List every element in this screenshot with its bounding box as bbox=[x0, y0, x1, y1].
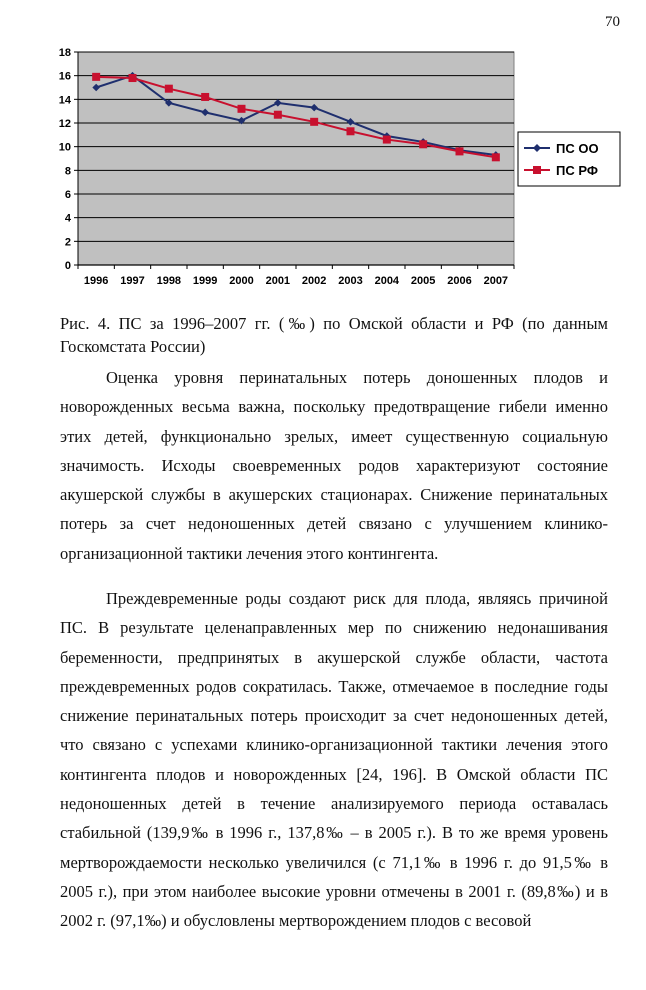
y-tick-label: 14 bbox=[58, 94, 71, 107]
x-tick-label: 1996 bbox=[83, 275, 109, 287]
x-tick-label: 2007 bbox=[483, 275, 509, 287]
y-tick-label: 12 bbox=[58, 118, 71, 130]
x-tick-label: 1997 bbox=[120, 275, 145, 287]
paragraph-preterm-births: Преждевременные роды создают риск для плода, являясь причиной ПС. В результате целенаправленных мер по снижению недонашивания беременности, предпринятых в акушерской службе области, частота преждевременных родов сократилась. Также, отмечаемое в последние годы снижение перинатальных потерь происходит за счет недоношенных детей, что связано с успехами клинико-организационной тактики лечения этого контингента плодов и новорожденных [24, 196]. В Омской области ПС недоношенных детей в течение анализируемого периода оставалась стабильной (139,9‰ в 1996 г., 137,8‰ – в 2005 г.). В то же время уровень мертворождаемости несколько увеличился (с 71,1‰ в 1996 г. до 91,5‰ в 2005 г.), при этом наиболее высокие уровни отмечены в 2001 г. (89,8‰) и в 2002 г. (97,1‰) и обусловлены мертворождением плодов с весовой bbox=[60, 589, 608, 931]
x-tick-label: 2000 bbox=[229, 275, 254, 287]
y-tick-label: 10 bbox=[58, 141, 71, 154]
data-point-square bbox=[419, 140, 427, 148]
data-point-square bbox=[201, 93, 209, 101]
line-chart-svg bbox=[36, 40, 626, 298]
data-point-square bbox=[383, 136, 391, 144]
data-point-square bbox=[129, 74, 137, 82]
paragraph-full-term-losses: Оценка уровня перинатальных потерь доношенных плодов и новорожденных весьма важна, поскольку предотвращение гибели именно этих детей, функционально зрелых, имеет существенную социальную значимость. Исходы своевременных родов характеризуют состояние акушерской службы в акушерских стационарах. Снижение перинатальных потерь за счет недоношенных детей связано с улучшением клинико-организационной тактики лечения этого контингента. bbox=[60, 368, 608, 563]
y-tick-label: 18 bbox=[58, 47, 71, 59]
x-tick-label: 2003 bbox=[338, 275, 363, 287]
y-tick-label: 16 bbox=[58, 70, 71, 83]
y-tick-label: 4 bbox=[64, 212, 71, 225]
perinatal-mortality-chart bbox=[36, 40, 626, 298]
page-number: 70 bbox=[605, 14, 620, 30]
data-point-square bbox=[238, 105, 246, 113]
x-tick-label: 2006 bbox=[447, 275, 472, 287]
x-tick-label: 2004 bbox=[374, 275, 400, 287]
y-tick-label: 6 bbox=[64, 189, 71, 201]
legend-marker-square bbox=[533, 166, 541, 174]
y-tick-label: 8 bbox=[64, 165, 71, 178]
x-tick-label: 2002 bbox=[301, 275, 327, 287]
x-tick-label: 1998 bbox=[156, 275, 182, 287]
figure-caption: Рис. 4. ПС за 1996–2007 гг. (‰) по Омской области и РФ (по данным Госкомстата России) bbox=[60, 314, 608, 356]
data-point-square bbox=[456, 147, 464, 155]
data-point-square bbox=[347, 127, 355, 135]
legend-label: ПС ОО bbox=[556, 141, 599, 156]
data-point-square bbox=[92, 73, 100, 81]
legend-label: ПС РФ bbox=[556, 163, 598, 178]
y-tick-label: 2 bbox=[64, 236, 71, 249]
y-tick-label: 0 bbox=[64, 260, 71, 272]
data-point-square bbox=[492, 153, 500, 161]
x-tick-label: 2005 bbox=[410, 275, 436, 287]
data-point-square bbox=[165, 85, 173, 93]
x-tick-label: 2001 bbox=[265, 275, 291, 287]
data-point-square bbox=[274, 111, 282, 119]
data-point-square bbox=[310, 118, 318, 126]
x-tick-label: 1999 bbox=[192, 275, 218, 287]
